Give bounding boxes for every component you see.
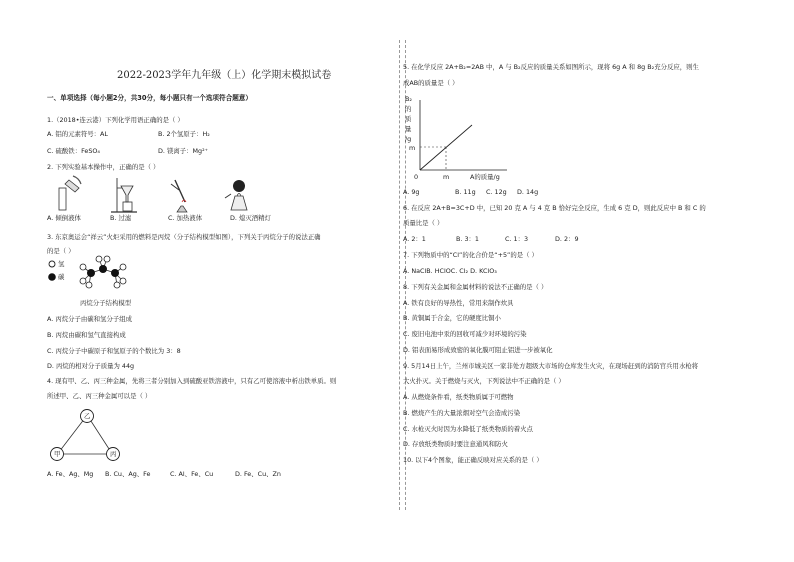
q6-option-a: A. 2：1: [403, 235, 426, 243]
q7-stem: 7. 下列物质中的“Cl”的化合价是“+5”的是（ ）: [403, 251, 538, 259]
page-title: 2022-2023学年九年级（上）化学期末模拟试卷: [117, 70, 332, 81]
q5-option-a: A. 9g: [403, 188, 420, 196]
q9-option-d: D. 存放纸类物质时要注意通风和防火: [403, 440, 508, 448]
q8-option-a: A. 铁有良好的导热性，常用来制作炊具: [403, 299, 514, 307]
q4-node-top: 乙: [84, 412, 91, 420]
q7-options: A. NaClB. HClOC. Cl₂ D. KClO₃: [403, 267, 497, 275]
q1-option-a: A. 铝的元素符号：AL: [47, 130, 108, 138]
q5-option-b: B. 11g: [455, 188, 476, 196]
legend-carbon-label: 碳: [58, 273, 65, 281]
q5-x-label: A的质量/g: [470, 173, 500, 181]
q4-node-right: 丙: [110, 450, 117, 458]
q5-x-tick: m: [443, 173, 450, 181]
q1-option-d: D. 镁离子：Mg²⁺: [158, 147, 209, 155]
q8-option-c: C. 废旧电池中汞的回收可减少对环境的污染: [403, 330, 527, 338]
q5-y-label-2: 的: [405, 105, 412, 113]
q2-option-d: D. 熄灭酒精灯: [230, 214, 271, 222]
q3-stem-line2: 的是（ ）: [47, 247, 75, 255]
q4-option-b: B. Cu、Ag、Fe: [105, 470, 151, 478]
heat-liquid-figure: [171, 180, 187, 212]
q9-option-b: B. 燃烧产生的大量浓烟对空气会造成污染: [403, 409, 521, 417]
filtration-figure: [111, 178, 137, 212]
q9-stem-line2: 大火扑灭。关于燃烧与灭火，下列说法中不正确的是（ ）: [403, 377, 565, 385]
q3-option-a: A. 丙烷分子由碳和氢分子组成: [47, 315, 133, 323]
q3-option-b: B. 丙烷由碳和氢气直接构成: [47, 331, 126, 339]
q10-stem: 10. 以下4个图象，能正确反映对应关系的是（ ）: [403, 456, 543, 464]
q3-figure-caption: 丙烷分子结构模型: [80, 299, 132, 307]
q9-option-a: A. 从燃烧条件看，纸类物质属于可燃物: [403, 393, 514, 401]
q5-stem-line1: 5. 在化学反应 2A+B₂=2AB 中，A 与 B₂反应的质量关系如图所示，现将 6g A 和 8g B₂充分反应，则生: [403, 63, 699, 71]
q5-mass-graph: [412, 100, 512, 180]
legend-hydrogen-icon: [49, 261, 55, 267]
q6-stem-line2: 质量比是（ ）: [403, 219, 444, 227]
q5-x-origin: 0: [414, 173, 419, 181]
q3-option-d: D. 丙烷的相对分子质量为 44g: [47, 362, 135, 370]
q5-stem-line2: 成AB的质量是（ ）: [403, 79, 459, 87]
q5-y-tick: m: [409, 144, 416, 152]
q4-stem-line2: 所述甲、乙、丙三种金属可以是（ ）: [47, 392, 152, 400]
q5-y-label-5: /g: [405, 135, 412, 143]
q2-lab-illustrations: [47, 176, 267, 216]
q4-stem-line1: 4. 现有甲、乙、丙三种金属，先将三者分别加入到硫酸亚铁溶液中，只有乙可使溶液中析出铁单质。则: [47, 377, 337, 385]
q2-option-a: A. 倾倒液体: [47, 214, 81, 222]
q9-option-c: C. 水枪灭火时因为水降低了纸类物质的着火点: [403, 425, 533, 433]
q6-option-d: D. 2：9: [555, 235, 579, 243]
q4-option-c: C. Al、Fe、Cu: [170, 470, 214, 478]
q5-y-label-1: B₂: [405, 95, 412, 103]
q8-option-d: D. 铝表面易形成致密的氧化膜可阻止铝进一步被氧化: [403, 346, 553, 354]
q6-stem-line1: 6. 在反应 2A+B=3C+D 中，已知 20 克 A 与 4 克 B 恰好完全反应，生成 6 克 D，则此反应中 B 和 C 的: [403, 204, 706, 212]
q6-option-b: B. 3：1: [456, 235, 479, 243]
q9-stem-line1: 9. 5月14日上午，兰州市城关区一家非处方超级大市场的仓库发生火灾，在现场赶到的消防官兵用水枪将: [403, 362, 699, 370]
pour-liquid-figure: [59, 176, 81, 210]
q1-stem: 1.（2018•连云港）下列化学用语正确的是（ ）: [47, 116, 184, 124]
column-divider: [399, 40, 400, 510]
q1-option-c: C. 硫酸铁：FeSO₄: [47, 147, 100, 155]
q4-option-d: D. Fe、Cu、Zn: [235, 470, 281, 478]
q5-y-label-3: 质: [405, 115, 412, 123]
q6-option-c: C. 1：3: [505, 235, 529, 243]
q3-option-c: C. 丙烷分子中碳原子和氢原子的个数比为 3：8: [47, 347, 181, 355]
q1-option-b: B. 2个氢原子：H₂: [158, 130, 210, 138]
q5-y-label-4: 量: [405, 125, 412, 133]
q2-stem: 2. 下列实验基本操作中，正确的是（ ）: [47, 163, 160, 171]
q4-node-left: 甲: [54, 450, 61, 458]
q5-option-d: D. 14g: [517, 188, 539, 196]
q2-option-c: C. 加热液体: [168, 214, 203, 222]
q8-option-b: B. 黄铜属于合金，它的硬度比铜小: [403, 314, 501, 322]
q3-stem-line1: 3. 东京奥运会“祥云”火炬采用的燃料是丙烷（分子结构模型如图），下列关于丙烷分子的说法正确: [47, 233, 321, 241]
legend-hydrogen-label: 氢: [58, 260, 65, 268]
section-heading: 一、单项选择（每小题2分，共30分，每小题只有一个选项符合题意）: [47, 94, 252, 102]
q4-option-a: A. Fe、Ag、Mg: [47, 470, 94, 478]
legend-carbon-icon: [48, 273, 56, 281]
q8-stem: 8. 下列有关金属和金属材料的说法不正确的是（ ）: [403, 283, 548, 291]
q2-option-b: B. 过滤: [110, 214, 132, 222]
extinguish-lamp-figure: [225, 180, 247, 210]
q5-option-c: C. 12g: [486, 188, 507, 196]
